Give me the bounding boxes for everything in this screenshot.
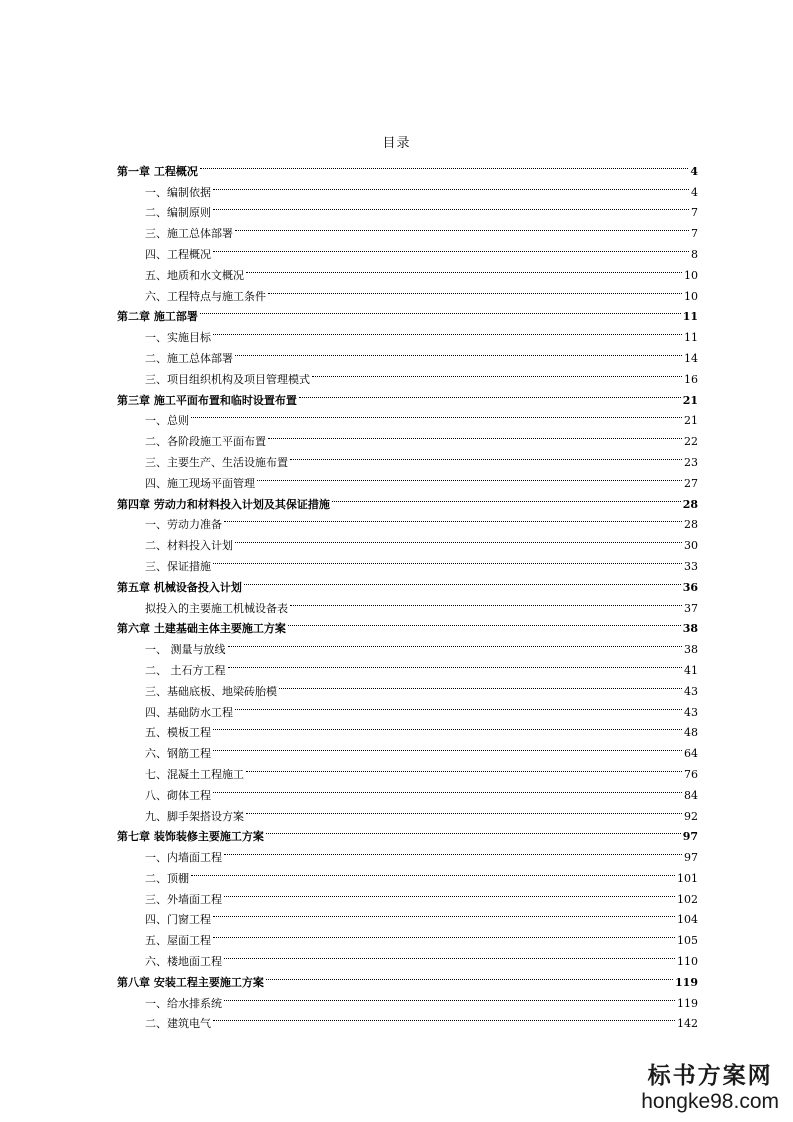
- toc-entry-label: 一、内墙面工程: [145, 851, 222, 865]
- toc-entry-label: 五、屋面工程: [145, 934, 211, 948]
- toc-dot-leader: [299, 383, 681, 404]
- toc-entry-label: 五、模板工程: [145, 726, 211, 740]
- toc-entry-label: 二、施工总体部署: [145, 351, 233, 365]
- toc-dot-leader: [246, 799, 682, 820]
- toc-dot-leader: [290, 591, 682, 612]
- toc-dot-leader: [268, 424, 682, 445]
- toc-dot-leader: [290, 445, 682, 466]
- toc-entry-label: 二、各阶段施工平面布置: [145, 435, 266, 449]
- toc-section-entry[interactable]: [117, 404, 698, 428]
- toc-dot-leader: [244, 570, 681, 591]
- toc-page-number: 28: [684, 518, 698, 532]
- toc-entry-label: 二、建筑电气: [145, 1017, 211, 1031]
- toc-page-number: 4: [690, 164, 698, 178]
- toc-page-number: 102: [677, 892, 698, 906]
- watermark-logo: [641, 1062, 779, 1114]
- toc-dot-leader: [191, 404, 682, 425]
- toc-dot-leader: [312, 362, 682, 383]
- toc-entry-label: 第五章 机械设备投入计划: [117, 580, 242, 594]
- toc-entry-label: 第三章 施工平面布置和临时设置布置: [117, 393, 297, 407]
- toc-page-number: 22: [684, 435, 698, 449]
- toc-entry-label: 四、工程概况: [145, 247, 211, 261]
- toc-page-number: 41: [684, 663, 698, 677]
- toc-dot-leader: [191, 861, 675, 882]
- toc-entry-label: 第二章 施工部署: [117, 310, 198, 324]
- toc-dot-leader: [213, 196, 689, 217]
- toc-dot-leader: [332, 487, 681, 508]
- toc-page-number: 8: [691, 247, 698, 261]
- toc-dot-leader: [266, 965, 673, 986]
- toc-entry-label: 第八章 安装工程主要施工方案: [117, 975, 264, 989]
- toc-entry-label: 三、施工总体部署: [145, 227, 233, 241]
- toc-title: 目录: [382, 136, 411, 151]
- toc-entry-label: 一、劳动力准备: [145, 518, 222, 532]
- toc-entry-label: 一、实施目标: [145, 331, 211, 345]
- toc-page-number: 21: [684, 414, 698, 428]
- toc-entry-label: 八、砌体工程: [145, 788, 211, 802]
- watermark-url: hongke98.com: [641, 1090, 779, 1113]
- toc-page-number: 43: [684, 705, 698, 719]
- toc-entry-label: 三、保证措施: [145, 559, 211, 573]
- toc-dot-leader: [235, 528, 682, 549]
- toc-dot-leader: [213, 716, 682, 737]
- toc-entry-label: 六、工程特点与施工条件: [145, 289, 266, 303]
- toc-page-number: 119: [675, 975, 698, 989]
- toc-entry-label: 拟投入的主要施工机械设备表: [145, 601, 288, 615]
- toc-entry-label: 七、混凝土工程施工: [145, 767, 244, 781]
- toc-list: [117, 154, 698, 1031]
- toc-entry-label: 五、地质和水文概况: [145, 268, 244, 282]
- toc-entry-label: 四、基础防水工程: [145, 705, 233, 719]
- toc-dot-leader: [228, 632, 683, 653]
- toc-page-number: 7: [691, 227, 698, 241]
- toc-dot-leader: [213, 549, 682, 570]
- toc-dot-leader: [200, 154, 689, 175]
- toc-page-number: 43: [684, 684, 698, 698]
- toc-dot-leader: [235, 216, 689, 237]
- toc-entry-label: 二、材料投入计划: [145, 539, 233, 553]
- toc-page-number: 48: [684, 726, 698, 740]
- toc-dot-leader: [224, 840, 682, 861]
- toc-dot-leader: [235, 695, 682, 716]
- toc-dot-leader: [213, 778, 682, 799]
- toc-dot-leader: [246, 757, 682, 778]
- toc-entry-label: 二、顶棚: [145, 871, 189, 885]
- toc-entry-label: 二、 土石方工程: [145, 663, 226, 677]
- toc-chapter-entry[interactable]: [117, 154, 698, 178]
- toc-dot-leader: [279, 674, 682, 695]
- toc-section-entry[interactable]: [117, 861, 698, 885]
- toc-dot-leader: [266, 820, 681, 841]
- toc-page-number: 64: [684, 747, 698, 761]
- toc-dot-leader: [235, 341, 682, 362]
- toc-dot-leader: [268, 279, 682, 300]
- toc-section-entry[interactable]: [117, 320, 698, 345]
- toc-dot-leader: [246, 258, 682, 279]
- toc-page-number: 76: [684, 767, 698, 781]
- toc-entry-label: 三、外墙面工程: [145, 892, 222, 906]
- toc-page-number: 105: [677, 934, 698, 948]
- toc-page-number: 84: [684, 788, 698, 802]
- toc-page-number: 23: [684, 455, 698, 469]
- toc-dot-leader: [257, 466, 682, 487]
- toc-entry-label: 一、给水排系统: [145, 996, 222, 1010]
- toc-dot-leader: [213, 175, 689, 196]
- toc-entry-label: 四、门窗工程: [145, 913, 211, 927]
- toc-dot-leader: [288, 612, 681, 633]
- toc-entry-label: 第六章 土建基础主体主要施工方案: [117, 622, 286, 636]
- toc-section-entry[interactable]: [117, 424, 698, 449]
- toc-page-number: 110: [677, 955, 698, 969]
- toc-entry-label: 四、施工现场平面管理: [145, 476, 255, 490]
- toc-entry-label: 一、编制依据: [145, 185, 211, 199]
- watermark-name: 标书方案网: [647, 1062, 773, 1089]
- toc-section-entry[interactable]: [117, 175, 698, 199]
- toc-page-number: 11: [682, 310, 698, 324]
- toc-dot-leader: [213, 237, 689, 258]
- toc-page-number: 11: [684, 331, 698, 345]
- toc-dot-leader: [224, 986, 675, 1007]
- toc-entry-label: 第四章 劳动力和材料投入计划及其保证措施: [117, 497, 330, 511]
- toc-page-number: 10: [684, 289, 698, 303]
- toc-page-number: 30: [684, 539, 698, 553]
- toc-page-number: 38: [682, 622, 698, 636]
- toc-page-number: 14: [684, 351, 698, 365]
- toc-page-number: 33: [684, 559, 698, 573]
- toc-entry-label: 九、脚手架搭设方案: [145, 809, 244, 823]
- toc-page-number: 16: [684, 372, 698, 386]
- toc-dot-leader: [200, 300, 681, 321]
- toc-page-number: 142: [677, 1017, 698, 1031]
- toc-page-number: 7: [691, 206, 698, 220]
- toc-entry-label: 一、总则: [145, 414, 189, 428]
- toc-page-number: 36: [682, 580, 698, 594]
- toc-page-number: 101: [677, 871, 698, 885]
- toc-entry-label: 二、编制原则: [145, 206, 211, 220]
- toc-entry-label: 六、楼地面工程: [145, 955, 222, 969]
- toc-dot-leader: [224, 882, 675, 903]
- toc-dot-leader: [213, 320, 682, 341]
- toc-page-number: 38: [684, 643, 698, 657]
- toc-entry-label: 三、项目组织机构及项目管理模式: [145, 372, 310, 386]
- toc-dot-leader: [213, 903, 675, 924]
- toc-dot-leader: [224, 508, 682, 529]
- toc-chapter-entry[interactable]: [117, 300, 698, 324]
- toc-page-number: 4: [691, 185, 698, 199]
- toc-entry-label: 三、基础底板、地梁砖胎模: [145, 684, 277, 698]
- toc-page-number: 10: [684, 268, 698, 282]
- toc-dot-leader: [213, 1007, 675, 1028]
- toc-section-entry[interactable]: [117, 882, 698, 906]
- toc-page-number: 92: [684, 809, 698, 823]
- toc-dot-leader: [224, 944, 675, 965]
- toc-page-number: 97: [682, 830, 698, 844]
- toc-page-number: 37: [684, 601, 698, 615]
- toc-page-number: 104: [677, 913, 698, 927]
- toc-page-number: 27: [684, 476, 698, 490]
- toc-page-number: 119: [677, 996, 698, 1010]
- toc-entry-label: 第一章 工程概况: [117, 164, 198, 178]
- toc-dot-leader: [213, 923, 675, 944]
- toc-entry-label: 一、 测量与放线: [145, 643, 226, 657]
- toc-page-number: 97: [684, 851, 698, 865]
- toc-entry-label: 六、钢筋工程: [145, 747, 211, 761]
- toc-page-number: 21: [682, 393, 698, 407]
- toc-page-number: 28: [682, 497, 698, 511]
- toc-entry-label: 三、主要生产、生活设施布置: [145, 455, 288, 469]
- toc-entry-label: 第七章 装饰装修主要施工方案: [117, 830, 264, 844]
- toc-dot-leader: [213, 736, 682, 757]
- toc-dot-leader: [228, 653, 683, 674]
